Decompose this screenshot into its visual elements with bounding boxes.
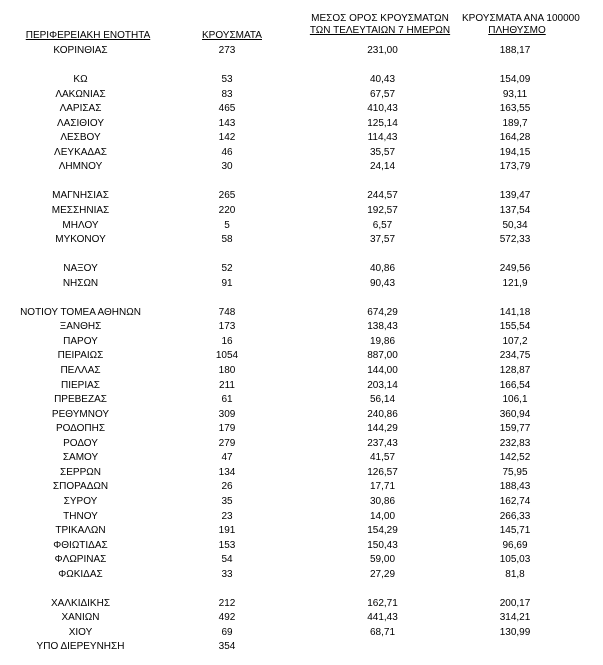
- per-100000-cell: 266,33: [499, 510, 531, 522]
- header-avg-line2: ΤΩΝ ΤΕΛΕΥΤΑΙΩΝ 7 ΗΜΕΡΩΝ: [309, 25, 451, 36]
- avg-cell: 203,14: [367, 379, 398, 391]
- cases-cell: 61: [221, 394, 233, 406]
- cases-cell: 53: [221, 74, 233, 86]
- header-per-100000: [462, 13, 580, 37]
- table-row: [0, 568, 603, 583]
- table-body: [0, 44, 603, 655]
- table-row: [0, 349, 603, 364]
- per-100000-cell: 154,09: [499, 74, 531, 86]
- table-row: [0, 611, 603, 626]
- table-row: [0, 626, 603, 641]
- region-cell: ΛΕΣΒΟΥ: [60, 132, 101, 144]
- table-row: [0, 451, 603, 466]
- cases-cell: 279: [218, 437, 236, 449]
- region-cell: ΝΗΣΩΝ: [62, 277, 99, 289]
- region-cell: ΛΕΥΚΑΔΑΣ: [54, 146, 107, 158]
- table-row: [0, 204, 603, 219]
- region-cell: ΧΙΟΥ: [68, 626, 93, 638]
- avg-cell: 40,43: [369, 74, 396, 86]
- region-cell: ΡΟΔΟΠΗΣ: [55, 423, 106, 435]
- region-cell: ΜΑΓΝΗΣΙΑΣ: [52, 190, 109, 202]
- table-row: [0, 233, 603, 248]
- cases-cell: 58: [221, 234, 233, 246]
- region-cell: ΠΡΕΒΕΖΑΣ: [54, 394, 107, 406]
- cases-cell: 69: [221, 626, 233, 638]
- avg-cell: 67,57: [369, 88, 396, 100]
- per-100000-cell: 142,52: [499, 452, 531, 464]
- per-100000-cell: 166,54: [499, 379, 531, 391]
- region-cell: ΦΩΚΙΔΑΣ: [58, 568, 103, 580]
- avg-cell: 244,57: [367, 190, 398, 202]
- table-row: [0, 393, 603, 408]
- per-100000-cell: 188,43: [499, 481, 531, 493]
- region-cell: ΜΥΚΟΝΟΥ: [55, 234, 106, 246]
- table-row: [0, 437, 603, 452]
- cases-cell: 91: [221, 277, 233, 289]
- cases-cell: 143: [218, 117, 236, 129]
- table-spacer: [0, 175, 603, 190]
- per-100000-cell: 162,74: [499, 495, 531, 507]
- region-cell: ΛΑΣΙΘΙΟΥ: [57, 117, 104, 129]
- avg-cell: 237,43: [367, 437, 398, 449]
- per-100000-cell: 249,56: [499, 263, 531, 275]
- table-row: [0, 495, 603, 510]
- cases-cell: 180: [218, 365, 236, 377]
- cases-cell: 5: [224, 219, 230, 231]
- per-100000-cell: 145,71: [499, 525, 531, 537]
- table-row: [0, 335, 603, 350]
- avg-cell: 144,29: [367, 423, 398, 435]
- per-100000-cell: 137,54: [499, 205, 531, 217]
- region-cell: ΠΙΕΡΙΑΣ: [61, 379, 100, 391]
- region-cell: ΚΩ: [73, 74, 88, 86]
- table-row: [0, 524, 603, 539]
- per-100000-cell: 50,34: [502, 219, 528, 231]
- avg-cell: 40,86: [369, 263, 396, 275]
- avg-cell: 125,14: [367, 117, 398, 129]
- table-row: [0, 597, 603, 612]
- cases-cell: 54: [221, 554, 233, 566]
- cases-cell: 273: [218, 45, 236, 56]
- region-cell: ΞΑΝΘΗΣ: [59, 321, 102, 333]
- per-100000-cell: 75,95: [502, 466, 528, 478]
- region-cell: ΡΟΔΟΥ: [63, 437, 98, 449]
- cases-cell: 142: [218, 132, 236, 144]
- table-spacer: [0, 291, 603, 306]
- per-100000-cell: 121,9: [502, 277, 528, 289]
- avg-cell: 68,71: [369, 626, 396, 638]
- avg-cell: 240,86: [367, 408, 398, 420]
- region-cell: ΛΑΚΩΝΙΑΣ: [55, 88, 106, 100]
- region-cell: ΤΡΙΚΑΛΩΝ: [55, 525, 106, 537]
- cases-cell: 30: [221, 161, 233, 173]
- avg-cell: 441,43: [367, 612, 398, 624]
- per-100000-cell: 81,8: [505, 568, 525, 580]
- table-row: [0, 510, 603, 525]
- table-row: [0, 408, 603, 423]
- header-cases: ΚΡΟΥΣΜΑΤΑ: [202, 30, 262, 41]
- per-100000-cell: 139,47: [499, 190, 531, 202]
- avg-cell: 37,57: [369, 234, 396, 246]
- cases-cell: 153: [218, 539, 236, 551]
- cases-cell: 212: [218, 597, 236, 609]
- header-per-line2: ΠΛΗΘΥΣΜΟ: [488, 25, 546, 36]
- per-100000-cell: 360,94: [499, 408, 531, 420]
- per-100000-cell: 173,79: [499, 161, 531, 173]
- cases-cell: 191: [218, 525, 236, 537]
- per-100000-cell: 234,75: [499, 350, 531, 362]
- avg-cell: 41,57: [369, 452, 396, 464]
- per-100000-cell: 159,77: [499, 423, 531, 435]
- per-100000-cell: 105,03: [499, 554, 531, 566]
- table-row: [0, 640, 603, 655]
- region-cell: ΜΗΛΟΥ: [62, 219, 99, 231]
- header-region: ΠΕΡΙΦΕΡΕΙΑΚΗ ΕΝΟΤΗΤΑ: [25, 30, 151, 41]
- table-row: [0, 466, 603, 481]
- cases-cell: 748: [218, 306, 236, 318]
- table-row: [0, 262, 603, 277]
- region-cell: ΝΟΤΙΟΥ ΤΟΜΕΑ ΑΘΗΝΩΝ: [20, 306, 141, 318]
- per-100000-cell: 188,17: [499, 45, 531, 56]
- cases-cell: 179: [218, 423, 236, 435]
- table-row: [0, 102, 603, 117]
- avg-cell: 14,00: [369, 510, 396, 522]
- table-row: [0, 117, 603, 132]
- per-100000-cell: 314,21: [499, 612, 531, 624]
- avg-cell: 150,43: [367, 539, 398, 551]
- avg-cell: 24,14: [369, 161, 396, 173]
- avg-cell: 192,57: [367, 205, 398, 217]
- per-100000-cell: 194,15: [499, 146, 531, 158]
- region-cell: ΝΑΞΟΥ: [63, 263, 98, 275]
- avg-cell: 144,00: [367, 365, 398, 377]
- table-row: [0, 320, 603, 335]
- avg-cell: 35,57: [369, 146, 396, 158]
- table-row: [0, 306, 603, 321]
- cases-cell: 83: [221, 88, 233, 100]
- table-row: [0, 553, 603, 568]
- cases-cell: 23: [221, 510, 233, 522]
- avg-cell: 126,57: [367, 466, 398, 478]
- cases-cell: 35: [221, 495, 233, 507]
- region-cell: ΥΠΟ ΔΙΕΡΕΥΝΗΣΗ: [36, 641, 125, 653]
- cases-cell: 16: [221, 335, 233, 347]
- cases-cell: 173: [218, 321, 236, 333]
- cases-cell: 211: [219, 379, 235, 391]
- header-avg-7-days: [300, 13, 460, 37]
- region-cell: ΦΘΙΩΤΙΔΑΣ: [53, 539, 108, 551]
- avg-cell: 410,43: [367, 103, 398, 115]
- table-row: [0, 146, 603, 161]
- region-cell: ΛΗΜΝΟΥ: [58, 161, 103, 173]
- cases-cell: 220: [218, 205, 236, 217]
- region-cell: ΠΑΡΟΥ: [63, 335, 98, 347]
- table-row: [0, 160, 603, 175]
- per-100000-cell: 106,1: [502, 394, 528, 406]
- cases-cell: 52: [221, 263, 233, 275]
- table-spacer: [0, 248, 603, 263]
- per-100000-cell: 163,55: [499, 103, 531, 115]
- table-row: [0, 364, 603, 379]
- per-100000-cell: 200,17: [499, 597, 531, 609]
- region-cell: ΛΑΡΙΣΑΣ: [59, 103, 102, 115]
- table-row: [0, 219, 603, 234]
- table-spacer: [0, 59, 603, 74]
- table-row: [0, 379, 603, 394]
- region-cell: ΦΛΩΡΙΝΑΣ: [54, 554, 107, 566]
- region-cell: ΤΗΝΟΥ: [63, 510, 98, 522]
- table-row: [0, 277, 603, 292]
- region-cell: ΣΥΡΟΥ: [63, 495, 98, 507]
- per-100000-cell: 130,99: [499, 626, 531, 638]
- cases-cell: 134: [218, 466, 236, 478]
- per-100000-cell: 189,7: [502, 117, 528, 129]
- region-cell: ΣΕΡΡΩΝ: [60, 466, 101, 478]
- table-spacer: [0, 582, 603, 597]
- avg-cell: 114,43: [367, 132, 398, 144]
- cases-cell: 265: [218, 190, 236, 202]
- per-100000-cell: 96,69: [502, 539, 528, 551]
- table-row: [0, 88, 603, 103]
- per-100000-cell: 128,87: [499, 365, 531, 377]
- cases-cell: 26: [221, 481, 233, 493]
- table-row: [0, 539, 603, 554]
- per-100000-cell: 155,54: [499, 321, 531, 333]
- region-cell: ΠΕΛΛΑΣ: [60, 365, 101, 377]
- avg-cell: 90,43: [369, 277, 396, 289]
- region-cell: ΧΑΝΙΩΝ: [61, 612, 100, 624]
- per-100000-cell: 572,33: [499, 234, 531, 246]
- cases-cell: 47: [221, 452, 233, 464]
- region-cell: ΜΕΣΣΗΝΙΑΣ: [51, 205, 110, 217]
- avg-cell: 231,00: [367, 45, 398, 56]
- avg-cell: 138,43: [367, 321, 398, 333]
- cases-cell: 492: [218, 612, 236, 624]
- region-cell: ΧΑΛΚΙΔΙΚΗΣ: [51, 597, 110, 609]
- avg-cell: 674,29: [367, 306, 398, 318]
- cases-cell: 33: [221, 568, 233, 580]
- cases-cell: 1054: [215, 350, 239, 362]
- cases-cell: 465: [218, 103, 236, 115]
- cases-cell: 309: [218, 408, 236, 420]
- table-row: [0, 131, 603, 146]
- per-100000-cell: 107,2: [502, 335, 528, 347]
- per-100000-cell: 93,11: [502, 88, 528, 100]
- region-cell: ΣΑΜΟΥ: [62, 452, 99, 464]
- avg-cell: 887,00: [367, 350, 398, 362]
- header-per-line1: ΚΡΟΥΣΜΑΤΑ ΑΝΑ 100000: [462, 13, 580, 24]
- header-avg-line1: ΜΕΣΟΣ ΟΡΟΣ ΚΡΟΥΣΜΑΤΩΝ: [311, 13, 449, 24]
- region-cell: ΣΠΟΡΑΔΩΝ: [52, 481, 109, 493]
- table-row: [0, 480, 603, 495]
- cases-cell: 46: [221, 146, 233, 158]
- avg-cell: 19,86: [369, 335, 396, 347]
- avg-cell: 17,71: [369, 481, 396, 493]
- avg-cell: 6,57: [372, 219, 393, 231]
- table-row: [0, 422, 603, 437]
- avg-cell: 59,00: [369, 554, 396, 566]
- per-100000-cell: 141,18: [499, 306, 531, 318]
- avg-cell: 27,29: [369, 568, 396, 580]
- avg-cell: 162,71: [367, 597, 398, 609]
- avg-cell: 30,86: [369, 495, 396, 507]
- region-cell: ΡΕΘΥΜΝΟΥ: [51, 408, 110, 420]
- cases-cell: 354: [218, 641, 236, 653]
- table-header: [0, 0, 603, 44]
- region-cell: ΠΕΙΡΑΙΩΣ: [57, 350, 104, 362]
- avg-cell: 56,14: [369, 394, 396, 406]
- table-row: [0, 189, 603, 204]
- per-100000-cell: 164,28: [499, 132, 531, 144]
- table-row: [0, 44, 603, 59]
- region-cell: ΚΟΡΙΝΘΙΑΣ: [53, 45, 108, 56]
- avg-cell: 154,29: [367, 525, 398, 537]
- per-100000-cell: 232,83: [499, 437, 531, 449]
- table-row: [0, 73, 603, 88]
